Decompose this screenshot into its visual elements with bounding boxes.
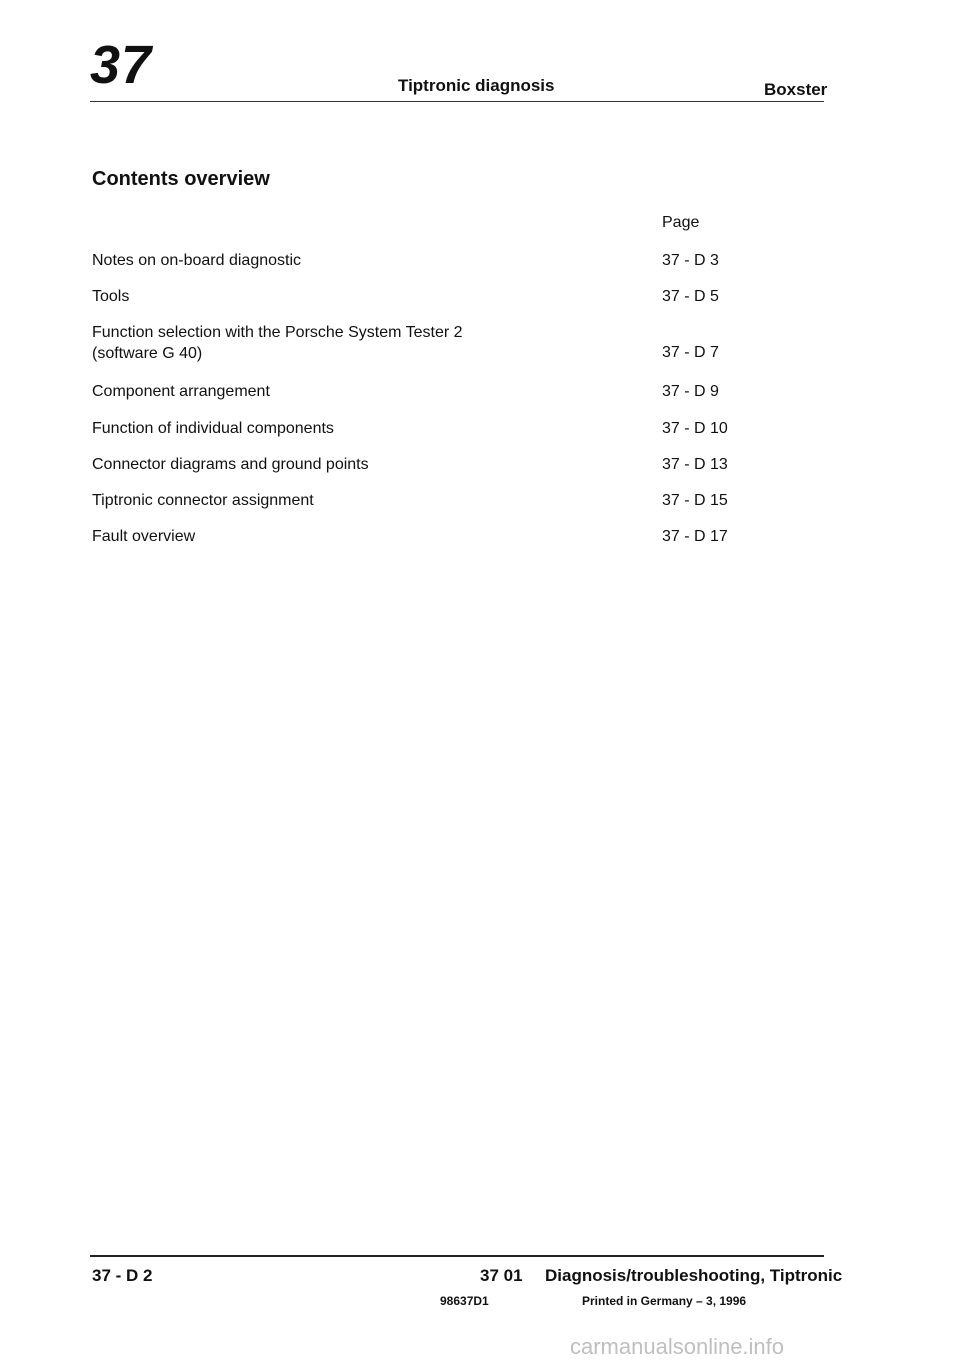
toc-entry-page: 37 - D 5 [662,288,719,305]
toc-entry-label: Function of individual components [92,420,334,437]
footer-print-info: Printed in Germany – 3, 1996 [582,1294,747,1308]
watermark: carmanualsonline.info [570,1334,785,1359]
toc-entry-page: 37 - D 13 [662,456,728,473]
toc-entry-label: Fault overview [92,528,196,545]
toc-entry-label: Notes on on-board diagnostic [92,252,302,269]
header-rule [90,101,824,102]
toc-entry-page: 37 - D 3 [662,252,719,269]
toc-entry-label: Function selection with the Porsche System Tester 2 (software G 40) [92,324,463,362]
toc-entry-page: 37 - D 17 [662,528,728,545]
toc-entry-label: Connector diagrams and ground points [92,456,369,473]
footer-group-code: 37 01 [480,1266,523,1285]
toc-entry-label: Tiptronic connector assignment [92,492,314,509]
page-column-label: Page [662,214,700,231]
contents-heading: Contents overview [92,168,270,190]
header-model: Boxster [764,80,828,99]
footer-page-id: 37 - D 2 [92,1266,153,1285]
toc-entry-page: 37 - D 9 [662,383,719,400]
footer-rule [90,1255,824,1257]
footer-doc-number: 98637D1 [440,1294,489,1308]
header-title: Tiptronic diagnosis [398,76,555,95]
toc-entry-label: Tools [92,288,130,305]
group-number: 37 [90,35,153,95]
toc-entry-page: 37 - D 15 [662,492,728,509]
footer-section-title: Diagnosis/troubleshooting, Tiptronic [545,1266,843,1285]
toc-entry-page: 37 - D 7 [662,344,719,361]
toc-entry-page: 37 - D 10 [662,420,728,437]
toc-entry-label: Component arrangement [92,383,270,400]
